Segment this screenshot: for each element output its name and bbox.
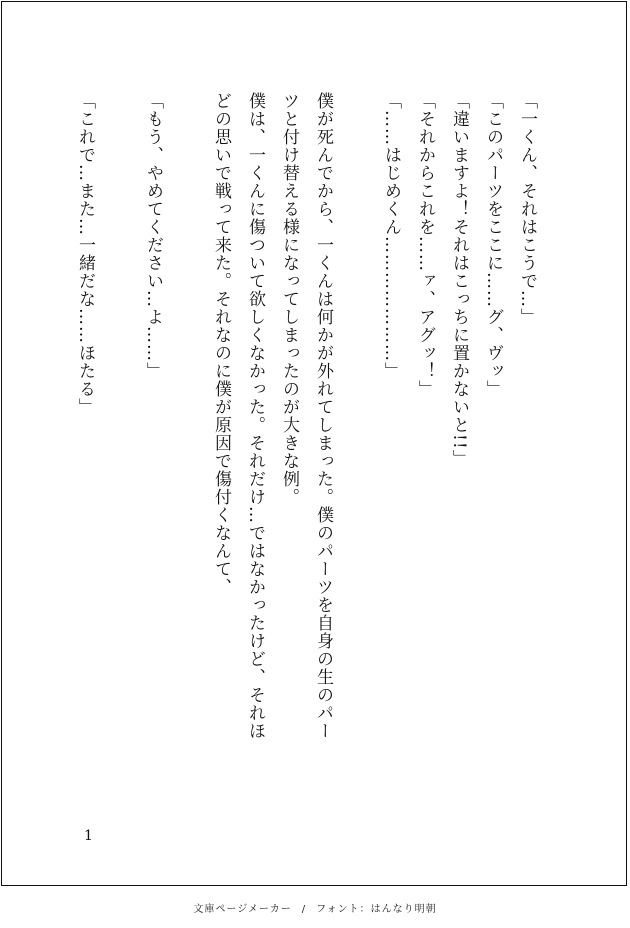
blank-line <box>170 92 204 812</box>
text-line-2: 「このパーツをここに……グ、ヴッ」 <box>483 92 503 398</box>
text-line-10: どの思いで戦って来た。それなのに僕が原因で傷付くなんて、 <box>211 92 231 596</box>
book-page <box>1 1 627 886</box>
text-line-12: 「もう、やめてください…よ……」 <box>143 92 163 380</box>
footer-credit <box>0 900 630 915</box>
text-line-9: 僕は、一くんに傷ついて欲しくなかった。それだけ…ではなかったけど、それほ <box>245 92 265 740</box>
text-line-4: 「それからこれを……ァ、アグッ！」 <box>415 92 435 398</box>
blank-line <box>340 92 374 812</box>
blank-line <box>102 92 136 812</box>
footer-separator: / <box>301 904 307 915</box>
text-line-14: 「これで…また…一緒だな……ほたる」 <box>75 92 95 416</box>
text-line-5: 「……はじめくん…………………」 <box>381 92 401 380</box>
vertical-text-body <box>68 92 544 812</box>
text-line-7: 僕が死んでから、一くんは何かが外れてしまった。僕のパーツを自身の生のパー <box>313 92 333 740</box>
text-line-3: 「違いますよ！それはこっちに置かないと!!」 <box>449 92 469 468</box>
page-number: 1 <box>84 828 93 844</box>
text-line-8: ツと付け替える様になってしまったのが大きな例。 <box>279 92 299 506</box>
footer-tool-name: 文庫ページメーカー <box>193 904 292 915</box>
text-line-1: 「一くん、それはこうで…」 <box>517 92 537 326</box>
footer-font-credit: フォント：はんなり明朝 <box>316 904 437 915</box>
